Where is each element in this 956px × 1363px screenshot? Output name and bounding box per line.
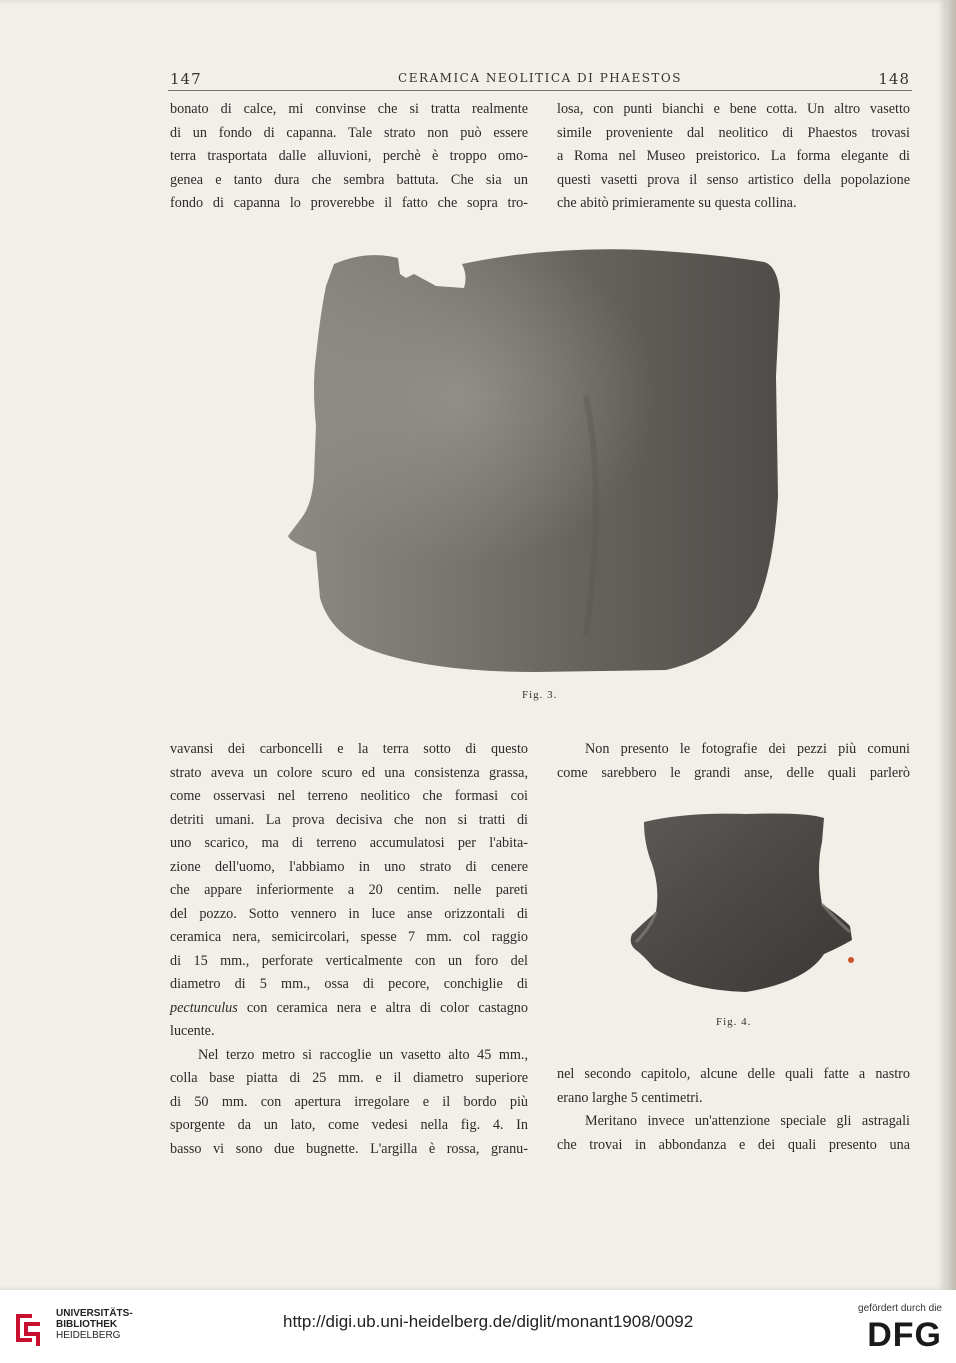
text-line: come osservasi nel terreno neolitico che formasi coi bbox=[170, 788, 528, 804]
text-line: Non presento le fotografie dei pezzi più comuni bbox=[585, 741, 910, 757]
library-name[interactable] bbox=[56, 1308, 133, 1341]
text-line: di 15 mm., perforate verticalmente con un foro del bbox=[170, 952, 528, 969]
figure-4-photo bbox=[626, 808, 862, 998]
text-line: fondo di capanna lo proverebbe il fatto che sopra tro- bbox=[170, 195, 528, 211]
text-line: sporgente da un lato, come vedesi nella fig. 4. In bbox=[170, 1117, 528, 1133]
funding-note: gefördert durch die bbox=[858, 1303, 942, 1314]
text-line: erano larghe 5 centimetri. bbox=[557, 1089, 703, 1106]
text-top-left bbox=[170, 98, 528, 216]
text-line: pectunculus con ceramica nera e altra di color castagno bbox=[170, 999, 528, 1016]
text-line: questi vasetti prova il senso artistico della popolazione bbox=[557, 171, 910, 188]
figure-3-photo bbox=[286, 236, 788, 676]
text-line: detriti umani. La prova decisiva che non si tratti di bbox=[170, 811, 528, 828]
library-name-line: HEIDELBERG bbox=[56, 1330, 121, 1341]
page-number-right: 148 bbox=[878, 70, 910, 88]
text-line: a Roma nel Museo preistorico. La forma elegante di bbox=[557, 148, 910, 164]
text-line: Nel terzo metro si raccoglie un vasetto alto 45 mm., bbox=[198, 1046, 528, 1063]
text-line: di un fondo di capanna. Tale strato non può essere bbox=[170, 124, 528, 141]
text-line: bonato di calce, mi convinse che si tratta realmente bbox=[170, 101, 528, 117]
text-line: ceramica nera, semicircolari, spesse 7 mm. col raggio bbox=[170, 929, 528, 945]
page-edge bbox=[946, 0, 956, 1290]
text-line: che abitò primieramente su questa collina. bbox=[557, 195, 797, 211]
text-line: vavansi dei carboncelli e la terra sotto di questo bbox=[170, 741, 528, 757]
page-number-left: 147 bbox=[170, 70, 202, 88]
running-title: CERAMICA NEOLITICA DI PHAESTOS bbox=[398, 71, 682, 85]
text-top-right bbox=[557, 98, 910, 216]
university-library-logo-icon[interactable] bbox=[10, 1308, 50, 1348]
text-line: che trovai in abbondanza e dei quali presento una bbox=[557, 1136, 910, 1153]
text-line: zione dell'uomo, l'abbiamo in uno strato di cenere bbox=[170, 858, 528, 875]
text-line: genea e tanto dura che sembra battuta. Che sia un bbox=[170, 171, 528, 188]
text-line: simile proveniente dal neolitico di Phaestos trovasi bbox=[557, 124, 910, 141]
dfg-logo[interactable]: DFG bbox=[867, 1316, 942, 1354]
text-line: lucente. bbox=[170, 1023, 215, 1039]
figure-3-caption: Fig. 3. bbox=[522, 689, 558, 701]
text-bottom-right-bottom bbox=[557, 1063, 910, 1157]
library-name-line: BIBLIOTHEK bbox=[56, 1319, 118, 1330]
text-line: losa, con punti bianchi e bene cotta. Un altro vasetto bbox=[557, 101, 910, 117]
text-line: colla base piatta di 25 mm. e il diametro superiore bbox=[170, 1070, 528, 1086]
text-bottom-left bbox=[170, 738, 528, 1161]
figure-4-caption: Fig. 4. bbox=[716, 1016, 752, 1028]
library-name-line: UNIVERSITÄTS- bbox=[56, 1308, 133, 1319]
footer-bar bbox=[0, 1290, 956, 1363]
permalink-url[interactable]: http://digi.ub.uni-heidelberg.de/diglit/monant1908/0092 bbox=[283, 1312, 694, 1331]
text-line: strato aveva un colore scuro ed una consistenza grassa, bbox=[170, 764, 528, 781]
text-line: diametro di 5 mm., ossa di pecore, conchiglie di bbox=[170, 976, 528, 992]
text-line: Meritano invece un'attenzione speciale gli astragali bbox=[585, 1113, 910, 1129]
running-header bbox=[170, 70, 910, 90]
text-line: del pozzo. Sotto vennero in luce anse orizzontali di bbox=[170, 905, 528, 922]
text-line: nel secondo capitolo, alcune delle quali fatte a nastro bbox=[557, 1066, 910, 1082]
text-bottom-right-top bbox=[557, 738, 910, 785]
text-line: uno scarico, ma di terreno accumulatosi per l'abita- bbox=[170, 835, 528, 851]
text-line: di 50 mm. con apertura irregolare e il bordo più bbox=[170, 1093, 528, 1110]
text-line: terra trasportata dalle alluvioni, perchè è troppo omo- bbox=[170, 148, 528, 164]
text-line: come sarebbero le grandi anse, delle quali parlerò bbox=[557, 764, 910, 781]
text-line: che appare inferiormente a 20 centim. nelle pareti bbox=[170, 882, 528, 898]
text-line: basso vi sono due bugnette. L'argilla è rossa, granu- bbox=[170, 1140, 528, 1157]
italic-term: pectunculus bbox=[170, 999, 238, 1016]
header-rule bbox=[168, 90, 912, 91]
